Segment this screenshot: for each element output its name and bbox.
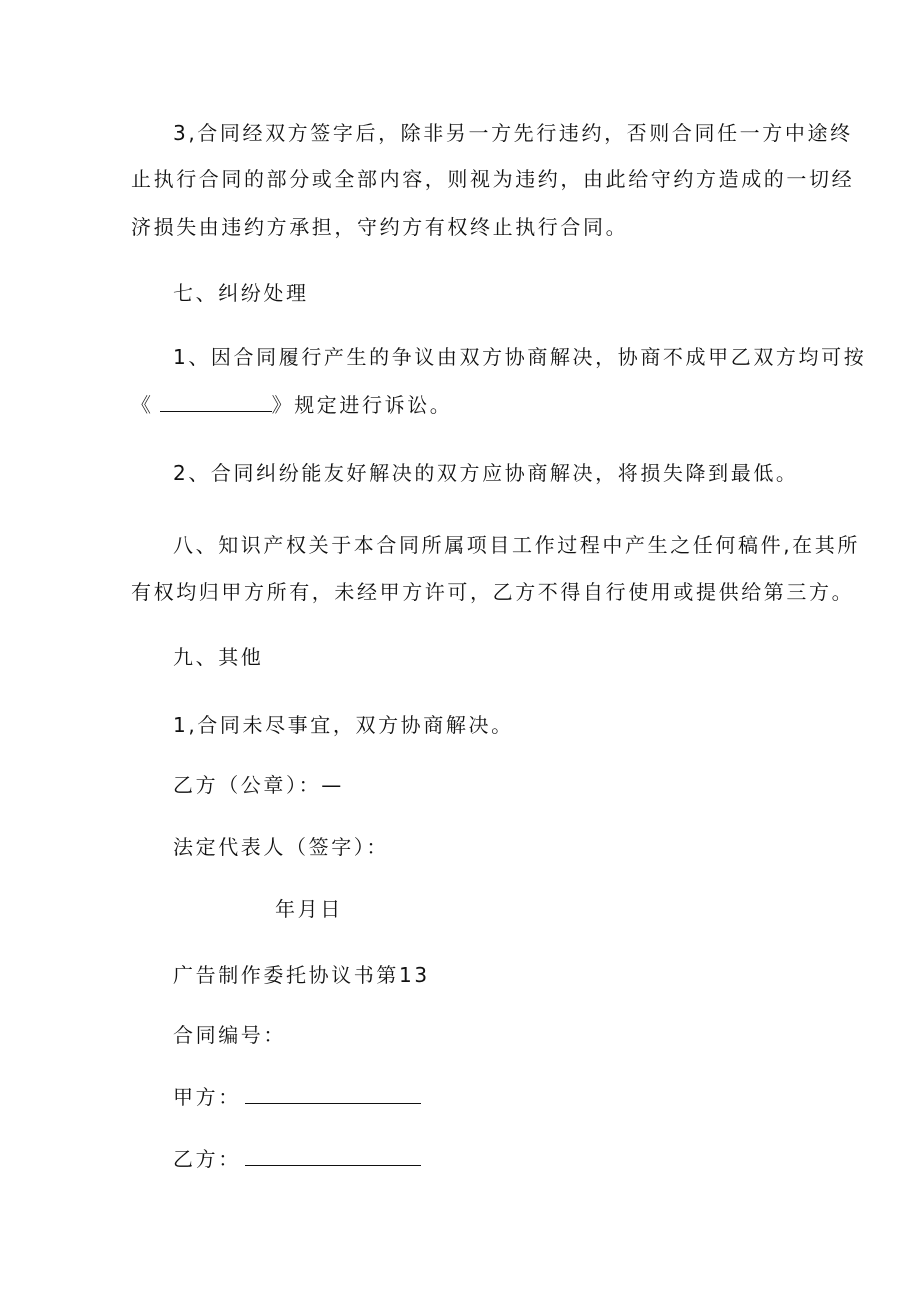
party-a-blank [245,1085,421,1104]
open-bracket: 《 [131,393,154,417]
party-b-seal-line: 乙方（公章）：— [173,773,344,797]
party-a-label: 甲方： [173,1085,241,1109]
section-8-line-2: 有权均归甲方所有，未经甲方许可，乙方不得自行使用或提供给第三方。 [131,580,855,604]
party-b-line [173,1147,421,1171]
section-9-heading: 九、其他 [173,645,264,669]
section-9-clause-1: 1,合同未尽事宜，双方协商解决。 [173,713,514,737]
law-name-blank [160,393,272,412]
contract-number-line: 合同编号： [173,1023,286,1047]
party-b-label: 乙方： [173,1147,241,1171]
section-8-line-1: 八、知识产权关于本合同所属项目工作过程中产生之任何稿件,在其所 [173,533,860,557]
clause-3-line-3: 济损失由违约方承担，守约方有权终止执行合同。 [131,215,629,239]
legal-representative-line: 法定代表人（签字）： [173,835,389,859]
section-7-clause-2: 2、合同纠纷能友好解决的双方应协商解决，将损失降到最低。 [173,461,799,485]
close-bracket-text: 》规定进行诉讼。 [271,393,453,417]
party-a-line [173,1085,421,1109]
clause-3-line-2: 止执行合同的部分或全部内容，则视为违约，由此给守约方造成的一切经 [131,167,855,191]
next-document-title: 广告制作委托协议书第13 [173,963,430,987]
section-7-clause-1-line-1: 1、因合同履行产生的争议由双方协商解决，协商不成甲乙双方均可按 [173,345,867,369]
party-b-blank [245,1147,421,1166]
section-7-clause-1-line-2 [131,393,452,417]
clause-3-line-1: 3,合同经双方签字后，除非另一方先行违约，否则合同任一方中途终 [173,121,853,145]
date-line: 年月日 [275,897,343,921]
section-7-heading: 七、纠纷处理 [173,281,309,305]
